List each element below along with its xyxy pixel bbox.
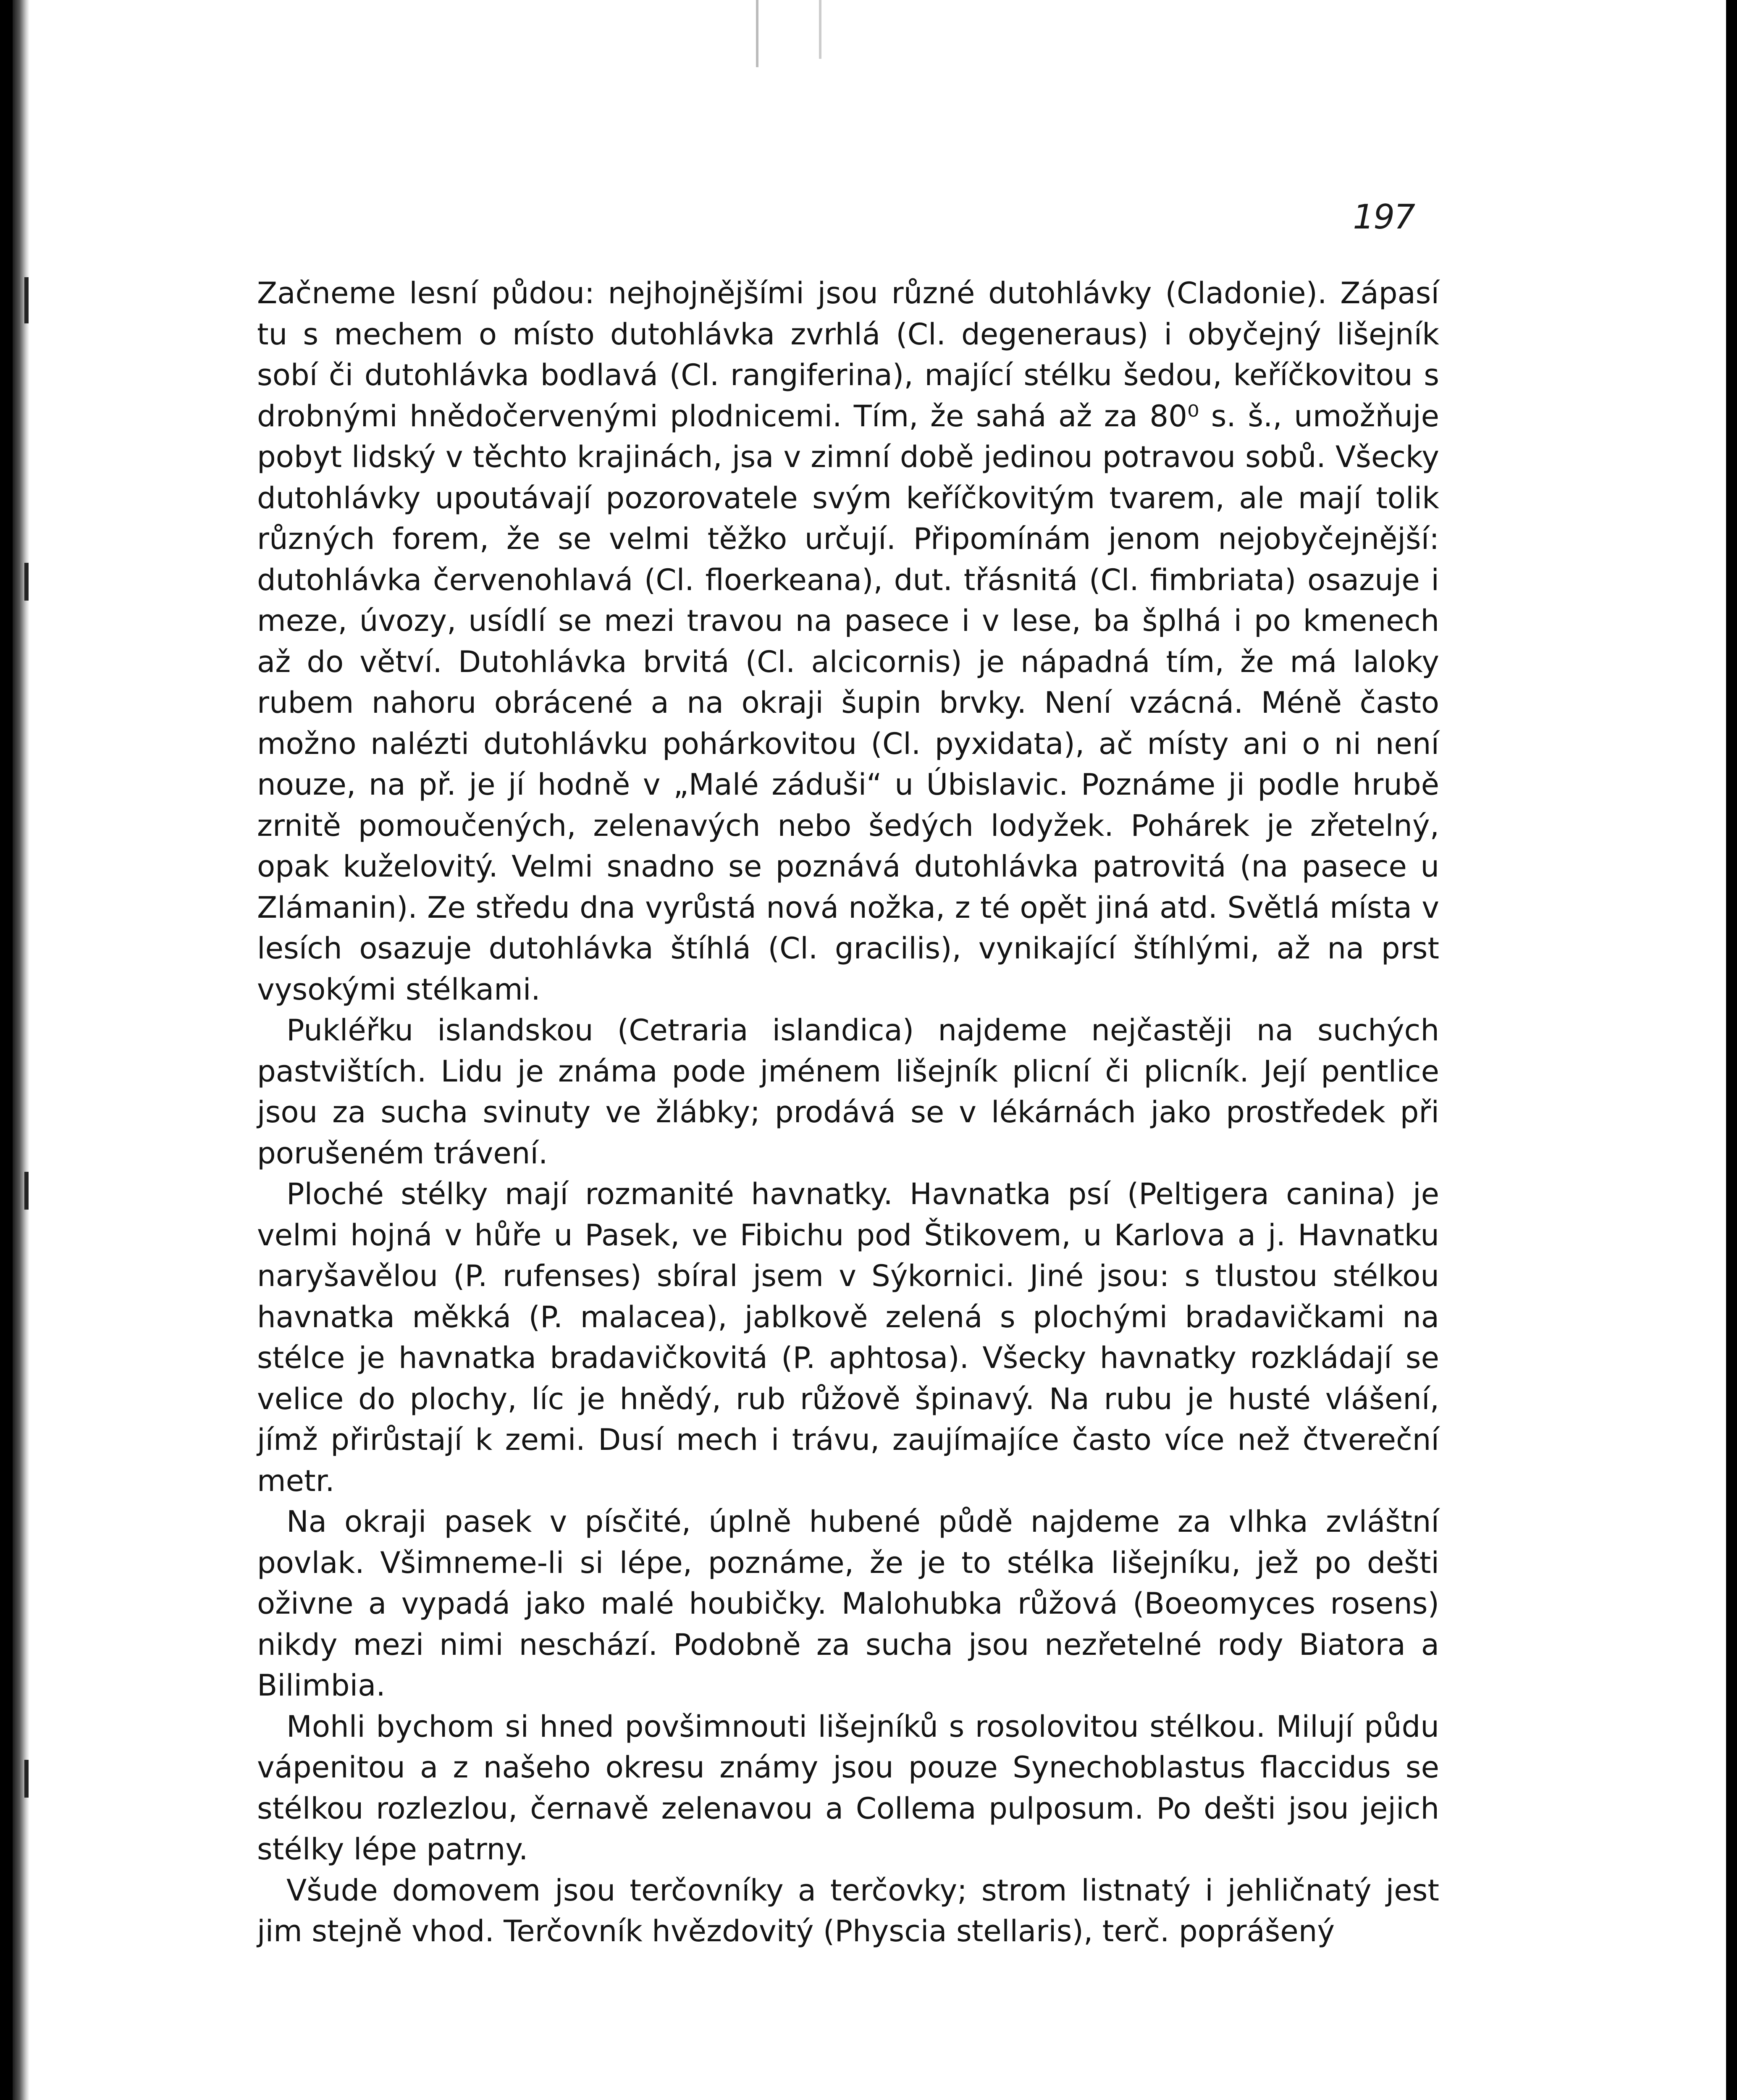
scan-mark-top-2 bbox=[819, 0, 821, 59]
page-number: 197 bbox=[1353, 197, 1414, 236]
paragraph-cladonia: Začneme lesní půdou: nejhojnějšími jsou různé dutohlávky (Cladonie). Zápasí tu s mechem o místo dutohlávka zvrhlá (Cl. degeneraus) i obyčejný lišejník sobí či dutohlávka bodlavá (Cl. rangiferina), mající stélku šedou, keříčkovitou s drobnými hnědočervenými plodnicemi. Tím, že sahá až za 80⁰ s. š., umožňuje pobyt lidský v těchto krajinách, jsa v zimní době jedinou potravou sobů. Všecky dutohlávky upoutávají pozorovatele svým keříčkovitým tvarem, ale mají tolik různých forem, že se velmi těžko určují. Připomínám jenom nejobyčejnější: dutohlávka červenohlavá (Cl. floerkeana), dut. třásnitá (Cl. fimbriata) osazuje i meze, úvozy, usídlí se mezi travou na pasece i v lese, ba šplhá i po kmenech až do větví. Dutohlávka brvitá (Cl. alcicornis) je nápadná tím, že má laloky rubem nahoru obrácené a na okraji šupin brvky. Není vzácná. Méně často možno nalézti dutohlávku pohárkovitou (Cl. pyxidata), ač místy ani o ni není nouze, na př. je jí hodně v „Malé záduši“ u Úbislavic. Poznáme ji podle hrubě zrnitě pomoučených, zelenavých nebo šedých lodyžek. Pohárek je zřetelný, opak kuželovitý. Velmi snadno se poznává dutohlávka patrovitá (na pasece u Zlámanin). Ze středu dna vyrůstá nová nožka, z té opět jiná atd. Světlá místa v lesích osazuje dutohlávka štíhlá (Cl. gracilis), vynikající štíhlými, až na prst vysokými stélkami. bbox=[257, 276, 1439, 1007]
binding-tick-4 bbox=[24, 1760, 29, 1798]
paragraph-physcia: Všude domovem jsou terčovníky a terčovky; strom listnatý i jehličnatý jest jim stejně vhod. Terčovník hvězdovitý (Physcia stellaris), terč. poprášený bbox=[257, 1873, 1439, 1948]
binding-tick-2 bbox=[24, 563, 29, 601]
body-text bbox=[257, 273, 1439, 1952]
binding-tick-1 bbox=[24, 277, 29, 323]
paragraph-collema: Mohli bychom si hned povšimnouti lišejníků s rosolovitou stélkou. Milují půdu vápenitou a z našeho okresu známy jsou pouze Synechoblastus flaccidus se stélkou rozlezlou, černavě zelenavou a Collema pulposum. Po dešti jsou jejich stélky lépe patrny. bbox=[257, 1709, 1439, 1866]
paragraph-peltigera: Ploché stélky mají rozmanité havnatky. Havnatka psí (Peltigera canina) je velmi hojná v hůře u Pasek, ve Fibichu pod Štikovem, u Karlova a j. Havnatku naryšavělou (P. rufenses) sbíral jsem v Sýkornici. Jiné jsou: s tlustou stélkou havnatka měkká (P. malacea), jablkově zelená s plochými bradavičkami na stélce je havnatka bradavičkovitá (P. aphtosa). Všecky havnatky rozkládají se velice do plochy, líc je hnědý, rub růžově špinavý. Na rubu je husté vlášení, jímž přirůstají k zemi. Dusí mech i trávu, zaujímajíce často více než čtvereční metr. bbox=[257, 1177, 1439, 1498]
scan-mark-top bbox=[756, 0, 758, 67]
binding-tick-3 bbox=[24, 1172, 29, 1210]
paragraph-cetraria: Pukléřku islandskou (Cetraria islandica) najdeme nejčastěji na suchých pastvištích. Lidu je známa pode jménem lišejník plicní či plicník. Její pentlice jsou za sucha svinuty ve žlábky; prodává se v lékárnách jako prostředek při porušeném trávení. bbox=[257, 1013, 1439, 1171]
paragraph-boeomyces: Na okraji pasek v písčité, úplně hubené půdě najdeme za vlhka zvláštní povlak. Všimneme-li si lépe, poznáme, že je to stélka lišejníku, jež po dešti oživne a vypadá jako malé houbičky. Malohubka růžová (Boeomyces rosens) nikdy mezi nimi neschází. Podobně za sucha jsou nezřetelné rody Biatora a Bilimbia. bbox=[257, 1504, 1439, 1703]
